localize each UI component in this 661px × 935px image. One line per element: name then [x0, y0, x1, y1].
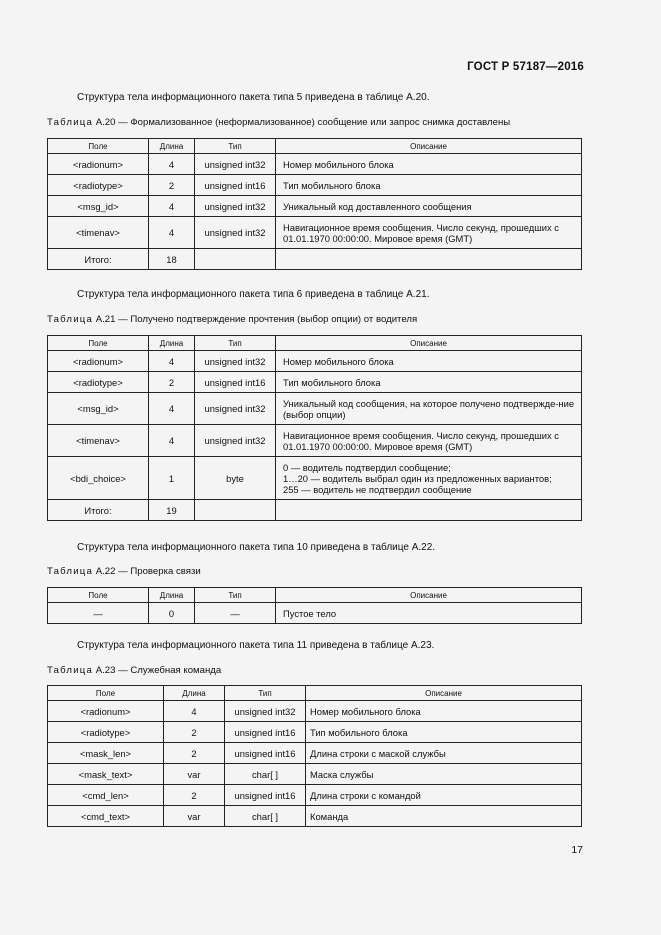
- page-number: 17: [571, 844, 583, 856]
- header-length: Длина: [149, 336, 195, 351]
- table-row: [48, 175, 582, 196]
- caption-a21: [47, 314, 417, 325]
- cell-type: unsigned int32: [225, 701, 306, 722]
- cell-description: Уникальный код сообщения, на которое получено подтвержде-ние (выбор опции): [276, 393, 582, 425]
- cell-type: unsigned int16: [225, 722, 306, 743]
- cell-field: Итого:: [48, 500, 149, 521]
- table-row: [48, 196, 582, 217]
- header-field: Поле: [48, 588, 149, 603]
- cell-description: Пустое тело: [276, 603, 582, 624]
- caption-label: Таблица: [47, 665, 94, 676]
- cell-field: —: [48, 603, 149, 624]
- cell-type: unsigned int16: [195, 175, 276, 196]
- header-type: Тип: [195, 588, 276, 603]
- caption-text: А.21 — Получено подтверждение прочтения (выбор опции) от водителя: [95, 314, 418, 325]
- cell-description: Навигационное время сообщения. Число секунд, прошедших с 01.01.1970 00:00:00. Мировое время (GMT): [276, 425, 582, 457]
- caption-text: А.20 — Формализованное (неформализованное) сообщение или запрос снимка доставлены: [95, 117, 511, 128]
- cell-description: Тип мобильного блока: [306, 722, 582, 743]
- cell-field: <timenav>: [48, 425, 149, 457]
- intro-a21: Структура тела информационного пакета типа 6 приведена в таблице А.21.: [77, 289, 430, 300]
- cell-type: unsigned int32: [195, 393, 276, 425]
- cell-length: 2: [149, 175, 195, 196]
- header-type: Тип: [195, 336, 276, 351]
- cell-description: [276, 500, 582, 521]
- cell-field: <mask_len>: [48, 743, 164, 764]
- table-header-row: [48, 588, 582, 603]
- cell-length: 4: [149, 196, 195, 217]
- cell-field: <radiotype>: [48, 372, 149, 393]
- caption-label: Таблица: [47, 566, 94, 577]
- cell-type: unsigned int32: [195, 425, 276, 457]
- cell-length: 2: [149, 372, 195, 393]
- cell-field: <cmd_len>: [48, 785, 164, 806]
- intro-a23: Структура тела информационного пакета типа 11 приведена в таблице А.23.: [77, 640, 435, 651]
- table-row-total: [48, 249, 582, 270]
- cell-description: Тип мобильного блока: [276, 175, 582, 196]
- table-row: [48, 372, 582, 393]
- cell-field: <radiotype>: [48, 722, 164, 743]
- cell-description: Номер мобильного блока: [276, 154, 582, 175]
- cell-field: <radionum>: [48, 154, 149, 175]
- cell-field: <radionum>: [48, 701, 164, 722]
- cell-description: 0 — водитель подтвердил сообщение; 1…20 — водитель выбрал один из предложенных вариантов; 255 — водитель не подтвердил сообщение: [276, 457, 582, 500]
- caption-text: А.23 — Служебная команда: [95, 665, 222, 676]
- cell-description: Команда: [306, 806, 582, 827]
- caption-label: Таблица: [47, 117, 94, 128]
- cell-type: [195, 500, 276, 521]
- caption-label: Таблица: [47, 314, 94, 325]
- table-row: [48, 764, 582, 785]
- cell-type: unsigned int32: [195, 351, 276, 372]
- table-header-row: [48, 686, 582, 701]
- cell-type: —: [195, 603, 276, 624]
- table-row: [48, 154, 582, 175]
- cell-field: <mask_text>: [48, 764, 164, 785]
- table-row-total: [48, 500, 582, 521]
- cell-length: 2: [164, 743, 225, 764]
- cell-field: Итого:: [48, 249, 149, 270]
- table-row: [48, 743, 582, 764]
- cell-length: 4: [149, 393, 195, 425]
- header-length: Длина: [164, 686, 225, 701]
- cell-type: char[ ]: [225, 806, 306, 827]
- cell-length: var: [164, 764, 225, 785]
- intro-a22: Структура тела информационного пакета типа 10 приведена в таблице А.22.: [77, 542, 436, 553]
- cell-description: Номер мобильного блока: [306, 701, 582, 722]
- caption-text: А.22 — Проверка связи: [95, 566, 201, 577]
- table-header-row: [48, 139, 582, 154]
- cell-description: Навигационное время сообщения. Число секунд, прошедших с 01.01.1970 00:00:00. Мировое время (GMT): [276, 217, 582, 249]
- caption-a23: [47, 665, 221, 676]
- table-a22: [47, 587, 582, 624]
- table-row: [48, 217, 582, 249]
- header-type: Тип: [225, 686, 306, 701]
- cell-length: 4: [149, 154, 195, 175]
- cell-field: <timenav>: [48, 217, 149, 249]
- cell-type: unsigned int16: [195, 372, 276, 393]
- table-row: [48, 393, 582, 425]
- cell-field: <bdi_choice>: [48, 457, 149, 500]
- cell-length: 4: [149, 351, 195, 372]
- cell-length: 18: [149, 249, 195, 270]
- cell-field: <msg_id>: [48, 393, 149, 425]
- header-description: Описание: [306, 686, 582, 701]
- table-a23: [47, 685, 582, 827]
- cell-field: <cmd_text>: [48, 806, 164, 827]
- cell-type: unsigned int32: [195, 154, 276, 175]
- cell-length: 19: [149, 500, 195, 521]
- table-a20: [47, 138, 582, 270]
- cell-length: 4: [149, 217, 195, 249]
- header-field: Поле: [48, 686, 164, 701]
- cell-type: unsigned int32: [195, 196, 276, 217]
- table-header-row: [48, 336, 582, 351]
- cell-type: byte: [195, 457, 276, 500]
- table-row: [48, 785, 582, 806]
- table-row: [48, 457, 582, 500]
- table-row: [48, 351, 582, 372]
- cell-field: <msg_id>: [48, 196, 149, 217]
- table-row: [48, 603, 582, 624]
- header-field: Поле: [48, 139, 149, 154]
- caption-a22: [47, 566, 201, 577]
- header-description: Описание: [276, 588, 582, 603]
- cell-field: <radiotype>: [48, 175, 149, 196]
- cell-type: char[ ]: [225, 764, 306, 785]
- cell-length: 2: [164, 722, 225, 743]
- cell-length: var: [164, 806, 225, 827]
- header-field: Поле: [48, 336, 149, 351]
- cell-description: Маска службы: [306, 764, 582, 785]
- cell-field: <radionum>: [48, 351, 149, 372]
- header-description: Описание: [276, 139, 582, 154]
- cell-description: [276, 249, 582, 270]
- cell-type: [195, 249, 276, 270]
- cell-description: Тип мобильного блока: [276, 372, 582, 393]
- table-row: [48, 425, 582, 457]
- header-length: Длина: [149, 139, 195, 154]
- cell-type: unsigned int16: [225, 785, 306, 806]
- cell-length: 1: [149, 457, 195, 500]
- header-type: Тип: [195, 139, 276, 154]
- table-row: [48, 806, 582, 827]
- cell-length: 2: [164, 785, 225, 806]
- caption-a20: [47, 117, 510, 128]
- cell-description: Номер мобильного блока: [276, 351, 582, 372]
- cell-length: 0: [149, 603, 195, 624]
- cell-description: Длина строки с командой: [306, 785, 582, 806]
- table-row: [48, 722, 582, 743]
- table-a21: [47, 335, 582, 521]
- cell-length: 4: [149, 425, 195, 457]
- cell-description: Уникальный код доставленного сообщения: [276, 196, 582, 217]
- intro-a20: Структура тела информационного пакета типа 5 приведена в таблице А.20.: [77, 92, 430, 103]
- cell-type: unsigned int32: [195, 217, 276, 249]
- header-length: Длина: [149, 588, 195, 603]
- cell-length: 4: [164, 701, 225, 722]
- table-row: [48, 701, 582, 722]
- cell-description: Длина строки с маской службы: [306, 743, 582, 764]
- header-description: Описание: [276, 336, 582, 351]
- standard-code: ГОСТ Р 57187—2016: [467, 61, 584, 73]
- cell-type: unsigned int16: [225, 743, 306, 764]
